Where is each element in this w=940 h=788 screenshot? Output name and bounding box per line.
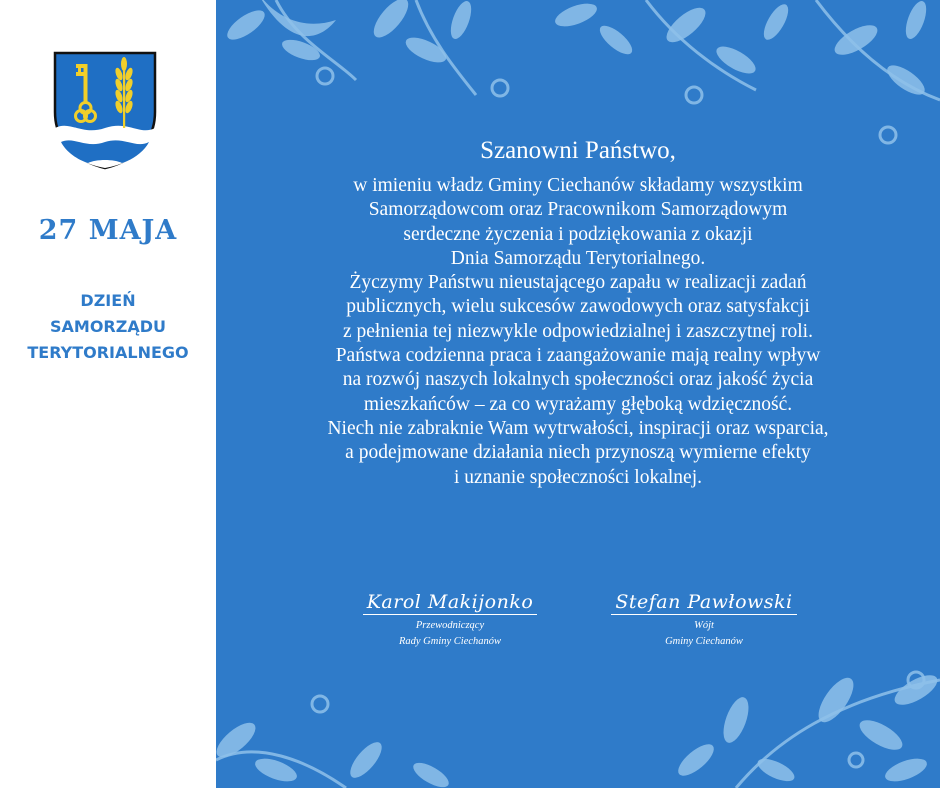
salutation: Szanowni Państwo,	[480, 137, 676, 164]
coat-of-arms-icon	[52, 50, 158, 170]
letter-line: Dnia Samorządu Terytorialnego.	[450, 247, 706, 269]
letter-line: serdeczne życzenia i podziękowania z okazji	[403, 223, 753, 245]
letter-line: Życzymy Państwu nieustającego zapału w realizacji zadań	[349, 272, 807, 294]
letter-line: mieszkańców – za co wyrażamy głęboką wdzięczność.	[363, 393, 793, 415]
date-title: 27 MAJA	[38, 215, 178, 246]
letter-panel	[216, 0, 940, 788]
signature-role	[584, 618, 824, 650]
letter-line: z pełnienia tej niezwykle odpowiedzialnej i zaszczytnej roli.	[343, 320, 813, 342]
signature-name: Karol Makijonko	[363, 590, 538, 615]
letter-line: a podejmowane działania niech przynoszą wymierne efekty	[345, 442, 811, 464]
occasion-line: TERYTORIALNEGO	[27, 343, 189, 362]
letter-line: Niech nie zabraknie Wam wytrwałości, inspiracji oraz wsparcia,	[327, 417, 829, 439]
occasion-title	[0, 288, 216, 366]
signature-role-line: Przewodniczący	[415, 620, 485, 631]
occasion-line: SAMORZĄDU	[49, 317, 166, 336]
signature-mayor	[584, 590, 824, 650]
signature-name: Stefan Pawłowski	[611, 590, 796, 615]
left-panel	[0, 0, 216, 788]
signature-role	[330, 618, 570, 650]
signature-role-line: Wójt	[694, 620, 714, 631]
letter-text	[216, 136, 940, 490]
letter-line: Państwa codzienna praca i zaangażowanie mają realny wpływ	[335, 345, 821, 367]
letter-line: publicznych, wielu sukcesów zawodowych oraz satysfakcji	[346, 296, 810, 318]
letter-line: na rozwój naszych lokalnych społeczności oraz jakość życia	[342, 369, 814, 391]
letter-line: w imieniu władz Gminy Ciechanów składamy wszystkim	[353, 175, 803, 196]
letter-line: i uznanie społeczności lokalnej.	[454, 466, 702, 488]
signature-chairman	[330, 590, 570, 650]
signature-role-line: Rady Gminy Ciechanów	[398, 636, 502, 647]
signature-role-line: Gminy Ciechanów	[665, 636, 743, 647]
letter-line: Samorządowcom oraz Pracownikom Samorządowym	[368, 199, 788, 221]
occasion-line: DZIEŃ	[80, 291, 136, 310]
